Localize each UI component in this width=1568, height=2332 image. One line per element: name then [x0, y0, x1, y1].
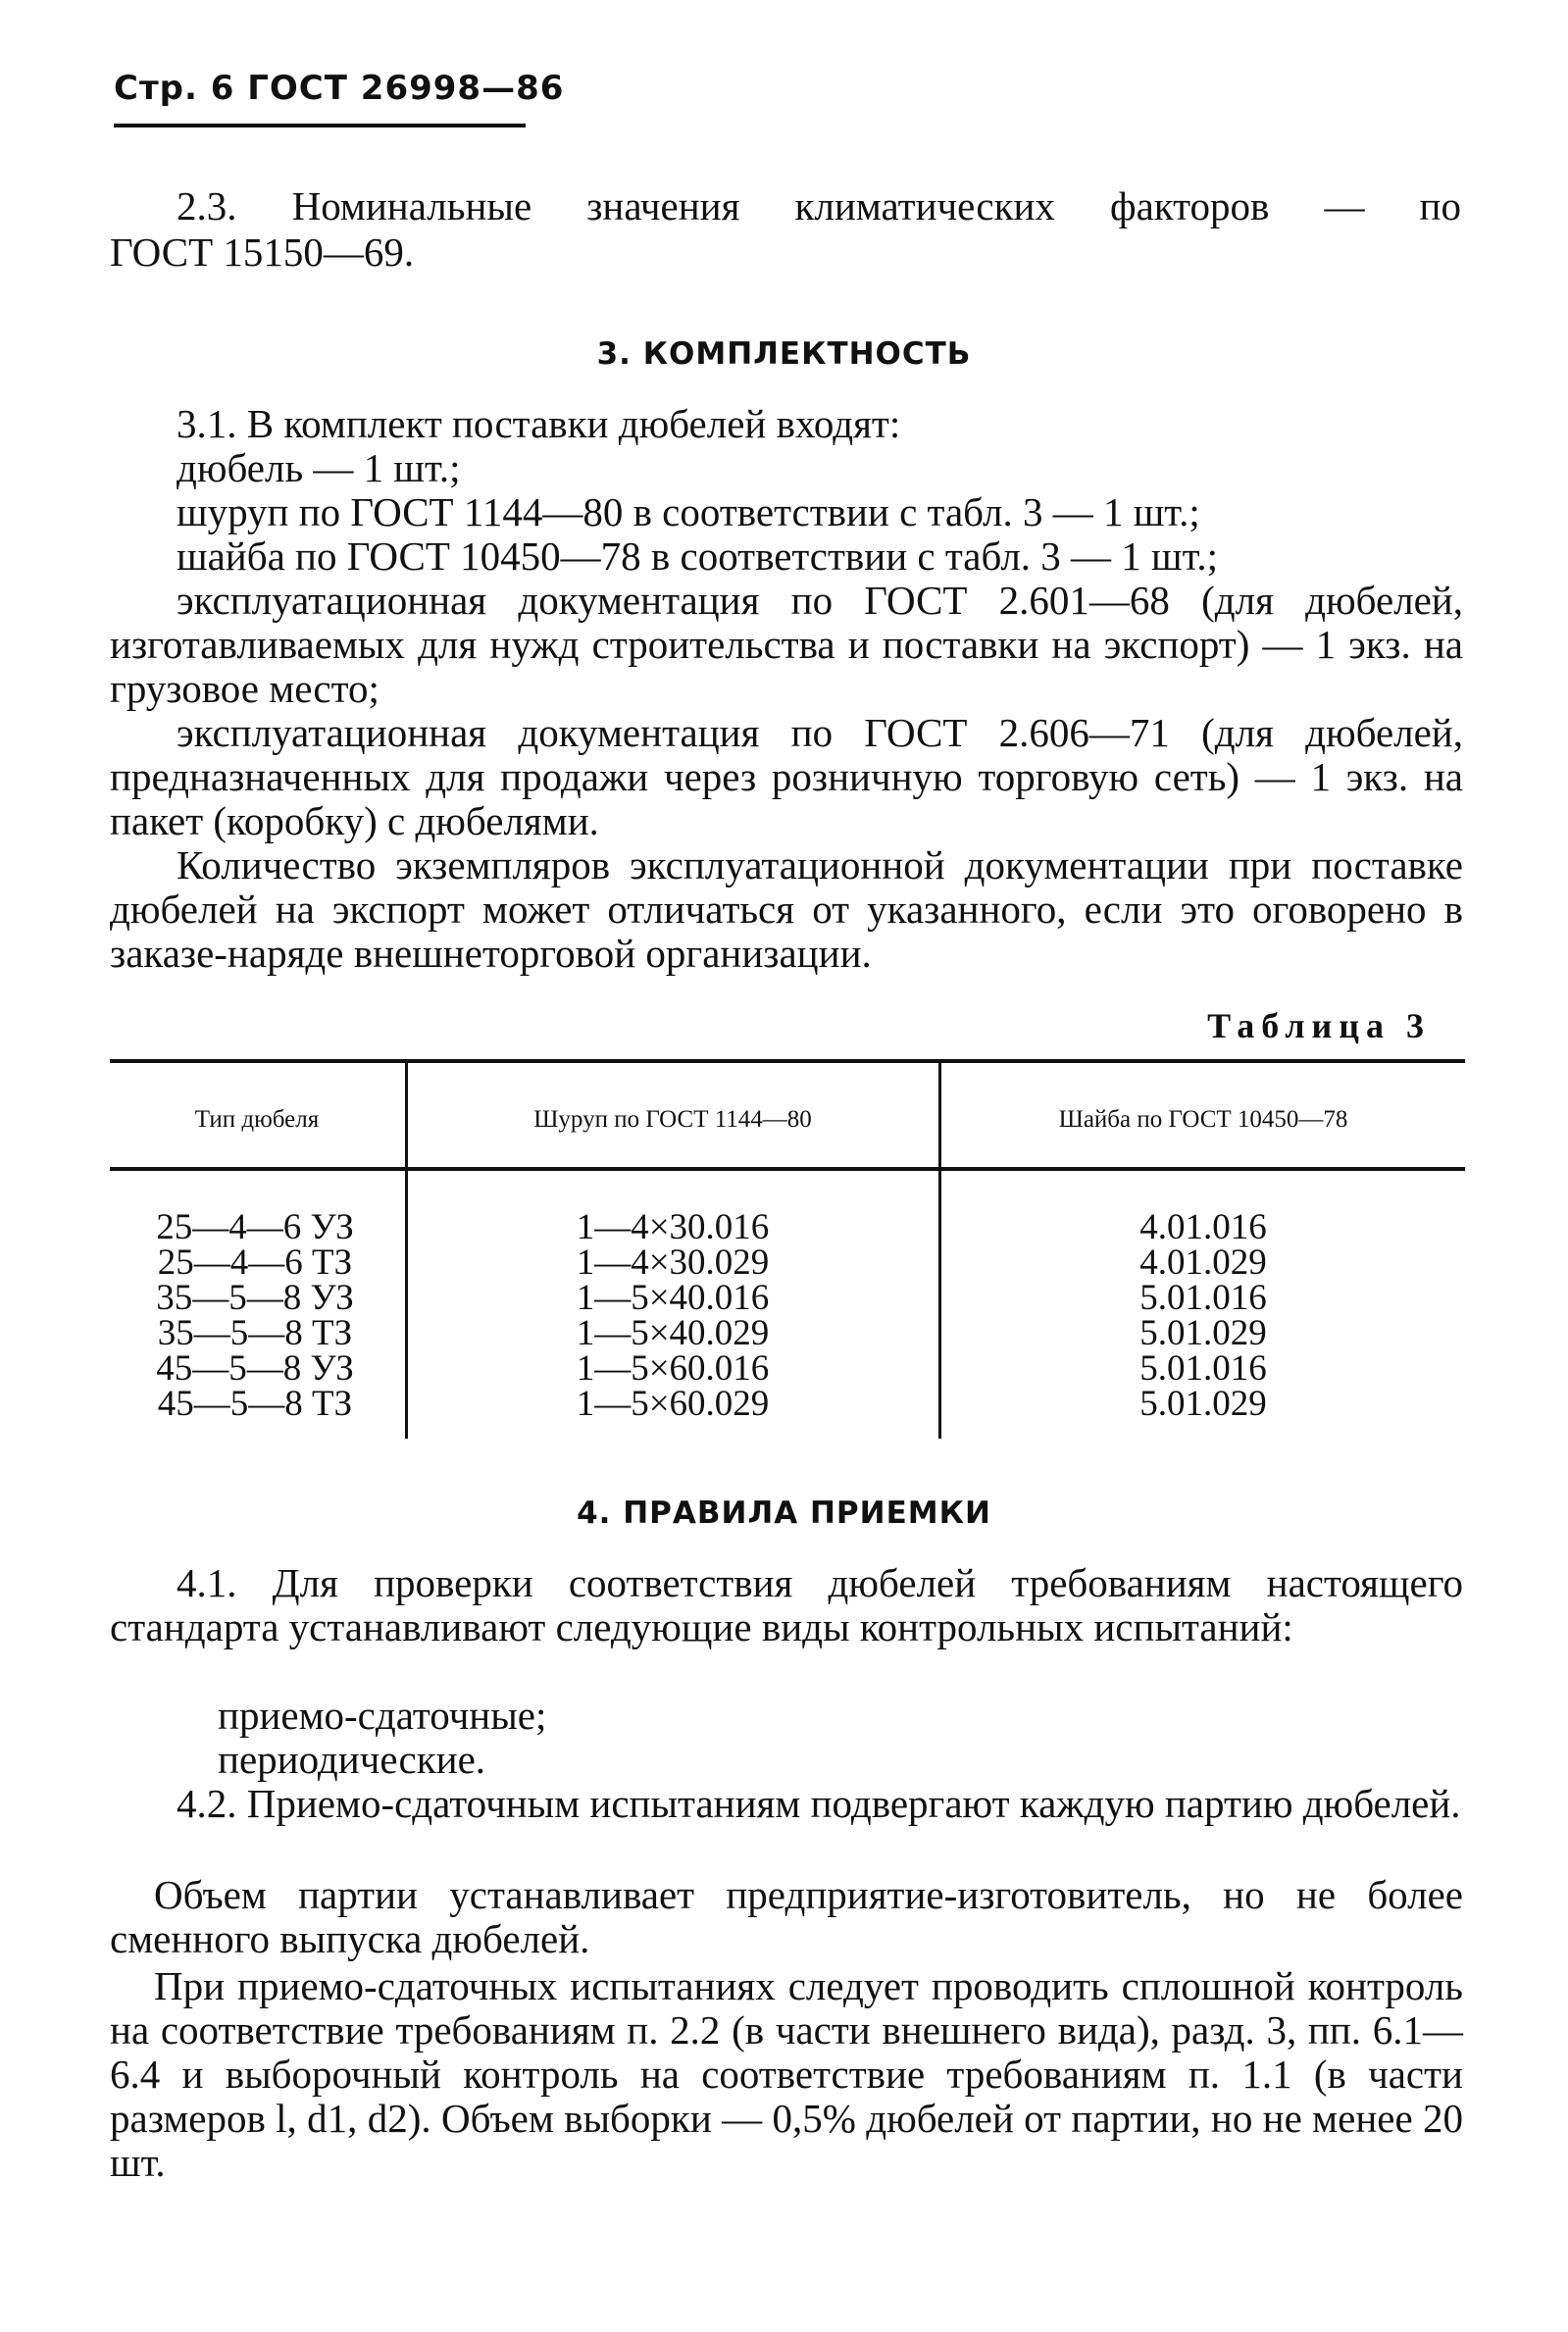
- paragraph-4-2: 4.2. Приемо-сдаточным испытаниям подвергают каждую партию дюбелей.: [177, 1781, 1461, 1826]
- paragraph-2-3-line1: 2.3. Номинальные значения климатических факторов — по: [177, 183, 1461, 228]
- list-item: приемо-сдаточные;: [218, 1693, 547, 1738]
- table-column-type: [118, 1207, 392, 1424]
- table-cell: 35—5—8 УЗ: [156, 1278, 354, 1318]
- page-header: Стр. 6 ГОСТ 26998—86: [114, 69, 565, 108]
- table-cell: 5.01.016: [1139, 1348, 1267, 1389]
- table-cell: 5.01.016: [1139, 1278, 1267, 1318]
- documentation-item-1: эксплуатационная документация по ГОСТ 2.601—68 (для дюбелей, изготавливаемых для нужд строительства и поставки на экспорт) — 1 экз. на грузовое место;: [110, 578, 1463, 711]
- paragraph-3-1: 3.1. В комплект поставки дюбелей входят:: [177, 401, 901, 446]
- table-caption: Таблица 3: [1207, 1006, 1431, 1045]
- table-cell: 1—5×60.029: [576, 1384, 770, 1424]
- volume-paragraph: Объем партии устанавливает предприятие-изготовитель, но не более сменного выпуска дюбелей.: [110, 1872, 1463, 1961]
- table-cell: 1—4×30.016: [576, 1207, 770, 1247]
- list-item: шайба по ГОСТ 10450—78 в соответствии с табл. 3 — 1 шт.;: [177, 533, 1219, 579]
- table-cell: 25—4—6 ТЗ: [157, 1242, 353, 1283]
- list-item: периодические.: [218, 1737, 486, 1782]
- paragraph-2-3-line2: ГОСТ 15150—69.: [110, 229, 415, 275]
- table-cell: 1—5×40.029: [576, 1313, 770, 1353]
- section-3-heading: 3. КОМПЛЕКТНОСТЬ: [596, 336, 972, 372]
- quantity-paragraph: Количество экземпляров эксплуатационной документации при поставке дюбелей на экспорт может отличаться от указанного, если это оговорено в заказе-наряде внешнеторговой организации.: [110, 842, 1463, 976]
- column-header-washer: Шайба по ГОСТ 10450—78: [1058, 1106, 1348, 1133]
- table-cell: 35—5—8 ТЗ: [157, 1313, 353, 1353]
- table-cell: 4.01.029: [1139, 1242, 1267, 1283]
- table-cell: 4.01.016: [1139, 1207, 1267, 1247]
- section-4-heading: 4. ПРАВИЛА ПРИЕМКИ: [577, 1496, 991, 1531]
- list-item: шуруп по ГОСТ 1144—80 в соответствии с табл. 3 — 1 шт.;: [177, 489, 1200, 534]
- column-header-screw: Шуруп по ГОСТ 1144—80: [533, 1106, 812, 1133]
- control-paragraph: При приемо-сдаточных испытаниях следует проводить сплошной контроль на соответствие требованиям п. 2.2 (в части внешнего вида), разд. 3, пп. 6.1—6.4 и выборочный контроль на соответствие требованиям п. 1.1 (в части размеров l, d1, d2). Объем выборки — 0,5% дюбелей от партии, но не менее 20 шт.: [110, 1963, 1463, 2185]
- table-header-rule: [110, 1167, 1465, 1171]
- documentation-item-2: эксплуатационная документация по ГОСТ 2.606—71 (для дюбелей, предназначенных для продажи через розничную торговую сеть) — 1 экз. на пакет (коробку) с дюбелями.: [110, 710, 1463, 843]
- table-column-screw: [408, 1207, 937, 1424]
- table-top-rule: [110, 1059, 1465, 1063]
- list-item: дюбель — 1 шт.;: [177, 445, 461, 490]
- table-column-washer: [941, 1207, 1465, 1424]
- table-cell: 5.01.029: [1139, 1384, 1267, 1424]
- column-header-type: Тип дюбеля: [194, 1106, 320, 1133]
- table-cell: 1—5×40.016: [576, 1278, 770, 1318]
- table-cell: 45—5—8 ТЗ: [157, 1384, 353, 1424]
- table-cell: 25—4—6 УЗ: [156, 1207, 354, 1247]
- header-rule: [114, 124, 526, 127]
- table-cell: 1—4×30.029: [576, 1242, 770, 1283]
- table-cell: 5.01.029: [1139, 1313, 1267, 1353]
- table-cell: 1—5×60.016: [576, 1348, 770, 1389]
- paragraph-4-1: 4.1. Для проверки соответствия дюбелей требованиям настоящего стандарта устанавливают следующие виды контрольных испытаний:: [110, 1560, 1463, 1649]
- table-cell: 45—5—8 УЗ: [156, 1348, 354, 1389]
